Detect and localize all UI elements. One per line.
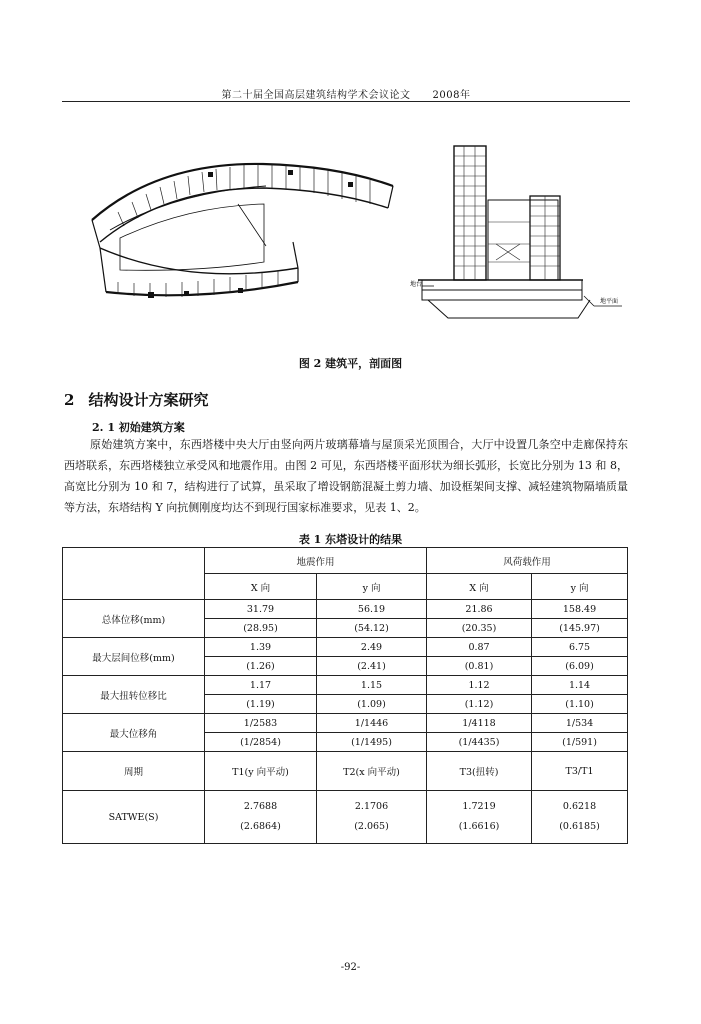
table-cell — [427, 791, 532, 844]
table-cell: (1.10) — [532, 695, 628, 714]
header-year: 2008年 — [432, 90, 471, 101]
table-row — [63, 638, 628, 657]
section-label-right: 地平面 — [600, 299, 619, 305]
cell-value: (2.065) — [354, 821, 389, 832]
table-cell: T3/T1 — [532, 752, 628, 791]
table-cell: (1.26) — [205, 657, 317, 676]
table-cell: (2.41) — [317, 657, 427, 676]
cell-value: 2.7688 — [243, 801, 278, 812]
page-number: -92- — [340, 962, 361, 973]
table-cell: (1.09) — [317, 695, 427, 714]
corner-cell — [63, 548, 205, 600]
table-cell: 31.79 — [205, 600, 317, 619]
table-cell: 1.15 — [317, 676, 427, 695]
table-cell: 1/2583 — [205, 714, 317, 733]
table-cell: (145.97) — [532, 619, 628, 638]
table-row — [63, 600, 628, 619]
cell-value: 1.7219 — [462, 801, 496, 812]
building-section-drawing — [408, 140, 630, 322]
row-label: 最大扭转位移比 — [63, 676, 205, 714]
section-heading — [64, 389, 208, 410]
table-cell: (6.09) — [532, 657, 628, 676]
table-cell: 1/534 — [532, 714, 628, 733]
header-title: 第二十届全国高层建筑结构学术会议论文 — [221, 90, 411, 101]
figure-caption: 图 2 建筑平，剖面图 — [298, 357, 403, 370]
table-cell: T1(y 向平动) — [205, 752, 317, 791]
table-cell: 1.14 — [532, 676, 628, 695]
cell-value: 2.1706 — [354, 801, 389, 812]
satwe-row — [63, 791, 628, 844]
row-label: 最大层间位移(mm) — [63, 638, 205, 676]
table-cell: T2(x 向平动) — [317, 752, 427, 791]
table-cell: (1/1495) — [317, 733, 427, 752]
subsection-heading: 2. 1 初始建筑方案 — [92, 421, 185, 434]
section-title: 结构设计方案研究 — [88, 391, 209, 409]
table-cell — [317, 791, 427, 844]
table-cell: 0.87 — [427, 638, 532, 657]
body-paragraph: 原始建筑方案中，东西塔楼中央大厅由竖向两片玻璃幕墙与屋顶采光顶围合，大厅中设置几条空中走廊保持东西塔联系，东西塔楼独立承受风和地震作用。由图 2 可见，东西塔楼平面形状为细长弧形，长宽比分别为 13 和 8，高宽比分别为 10 和 7，结构进行了试算，虽采取了增设钢筋混凝土剪力墙、加设框架间支撑、减轻建筑物隔墙质量等方法，东塔结构 Y 向抗侧刚度均达不到现行国家标准要求，见表 1、2。 — [64, 438, 628, 514]
section-label-left: 地台 — [410, 282, 423, 288]
table-cell — [205, 791, 317, 844]
table-cell: (20.35) — [427, 619, 532, 638]
table-cell: 21.86 — [427, 600, 532, 619]
table-row — [63, 676, 628, 695]
cell-value: (1.6616) — [458, 821, 500, 832]
table-cell: 56.19 — [317, 600, 427, 619]
table-cell: T3(扭转) — [427, 752, 532, 791]
subheader-cell: y 向 — [532, 574, 628, 600]
table-title: 表 1 东塔设计的结果 — [298, 533, 403, 546]
table-cell: 6.75 — [532, 638, 628, 657]
table-cell: 1.39 — [205, 638, 317, 657]
table-cell: (1/4435) — [427, 733, 532, 752]
table-cell: (1/591) — [532, 733, 628, 752]
subheader-cell: X 向 — [427, 574, 532, 600]
cell-value: (2.6864) — [240, 821, 281, 832]
table-cell: 1/4118 — [427, 714, 532, 733]
table-cell: (1.19) — [205, 695, 317, 714]
table-cell: (28.95) — [205, 619, 317, 638]
row-label: SATWE(S) — [63, 791, 205, 844]
table-cell: 1.12 — [427, 676, 532, 695]
section-number: 2 — [64, 391, 75, 409]
table-cell: (0.81) — [427, 657, 532, 676]
header-rule — [62, 101, 630, 102]
results-table — [62, 547, 628, 844]
cell-value: 0.6218 — [562, 801, 597, 812]
table-cell: 158.49 — [532, 600, 628, 619]
row-label: 周期 — [63, 752, 205, 791]
row-label: 最大位移角 — [63, 714, 205, 752]
table-cell: (54.12) — [317, 619, 427, 638]
table-cell — [532, 791, 628, 844]
table-cell: (1.12) — [427, 695, 532, 714]
table-cell: 1.17 — [205, 676, 317, 695]
table-cell: (1/2854) — [205, 733, 317, 752]
header-wind: 风荷载作用 — [427, 548, 628, 574]
table-header-row — [63, 548, 628, 574]
floor-plan-drawing — [88, 142, 400, 307]
subheader-cell: X 向 — [205, 574, 317, 600]
running-header — [62, 86, 630, 101]
header-seismic: 地震作用 — [205, 548, 427, 574]
period-row — [63, 752, 628, 791]
subheader-cell: y 向 — [317, 574, 427, 600]
row-label: 总体位移(mm) — [63, 600, 205, 638]
table-row — [63, 714, 628, 733]
table-cell: 2.49 — [317, 638, 427, 657]
cell-value: (0.6185) — [559, 821, 600, 832]
table-cell: 1/1446 — [317, 714, 427, 733]
